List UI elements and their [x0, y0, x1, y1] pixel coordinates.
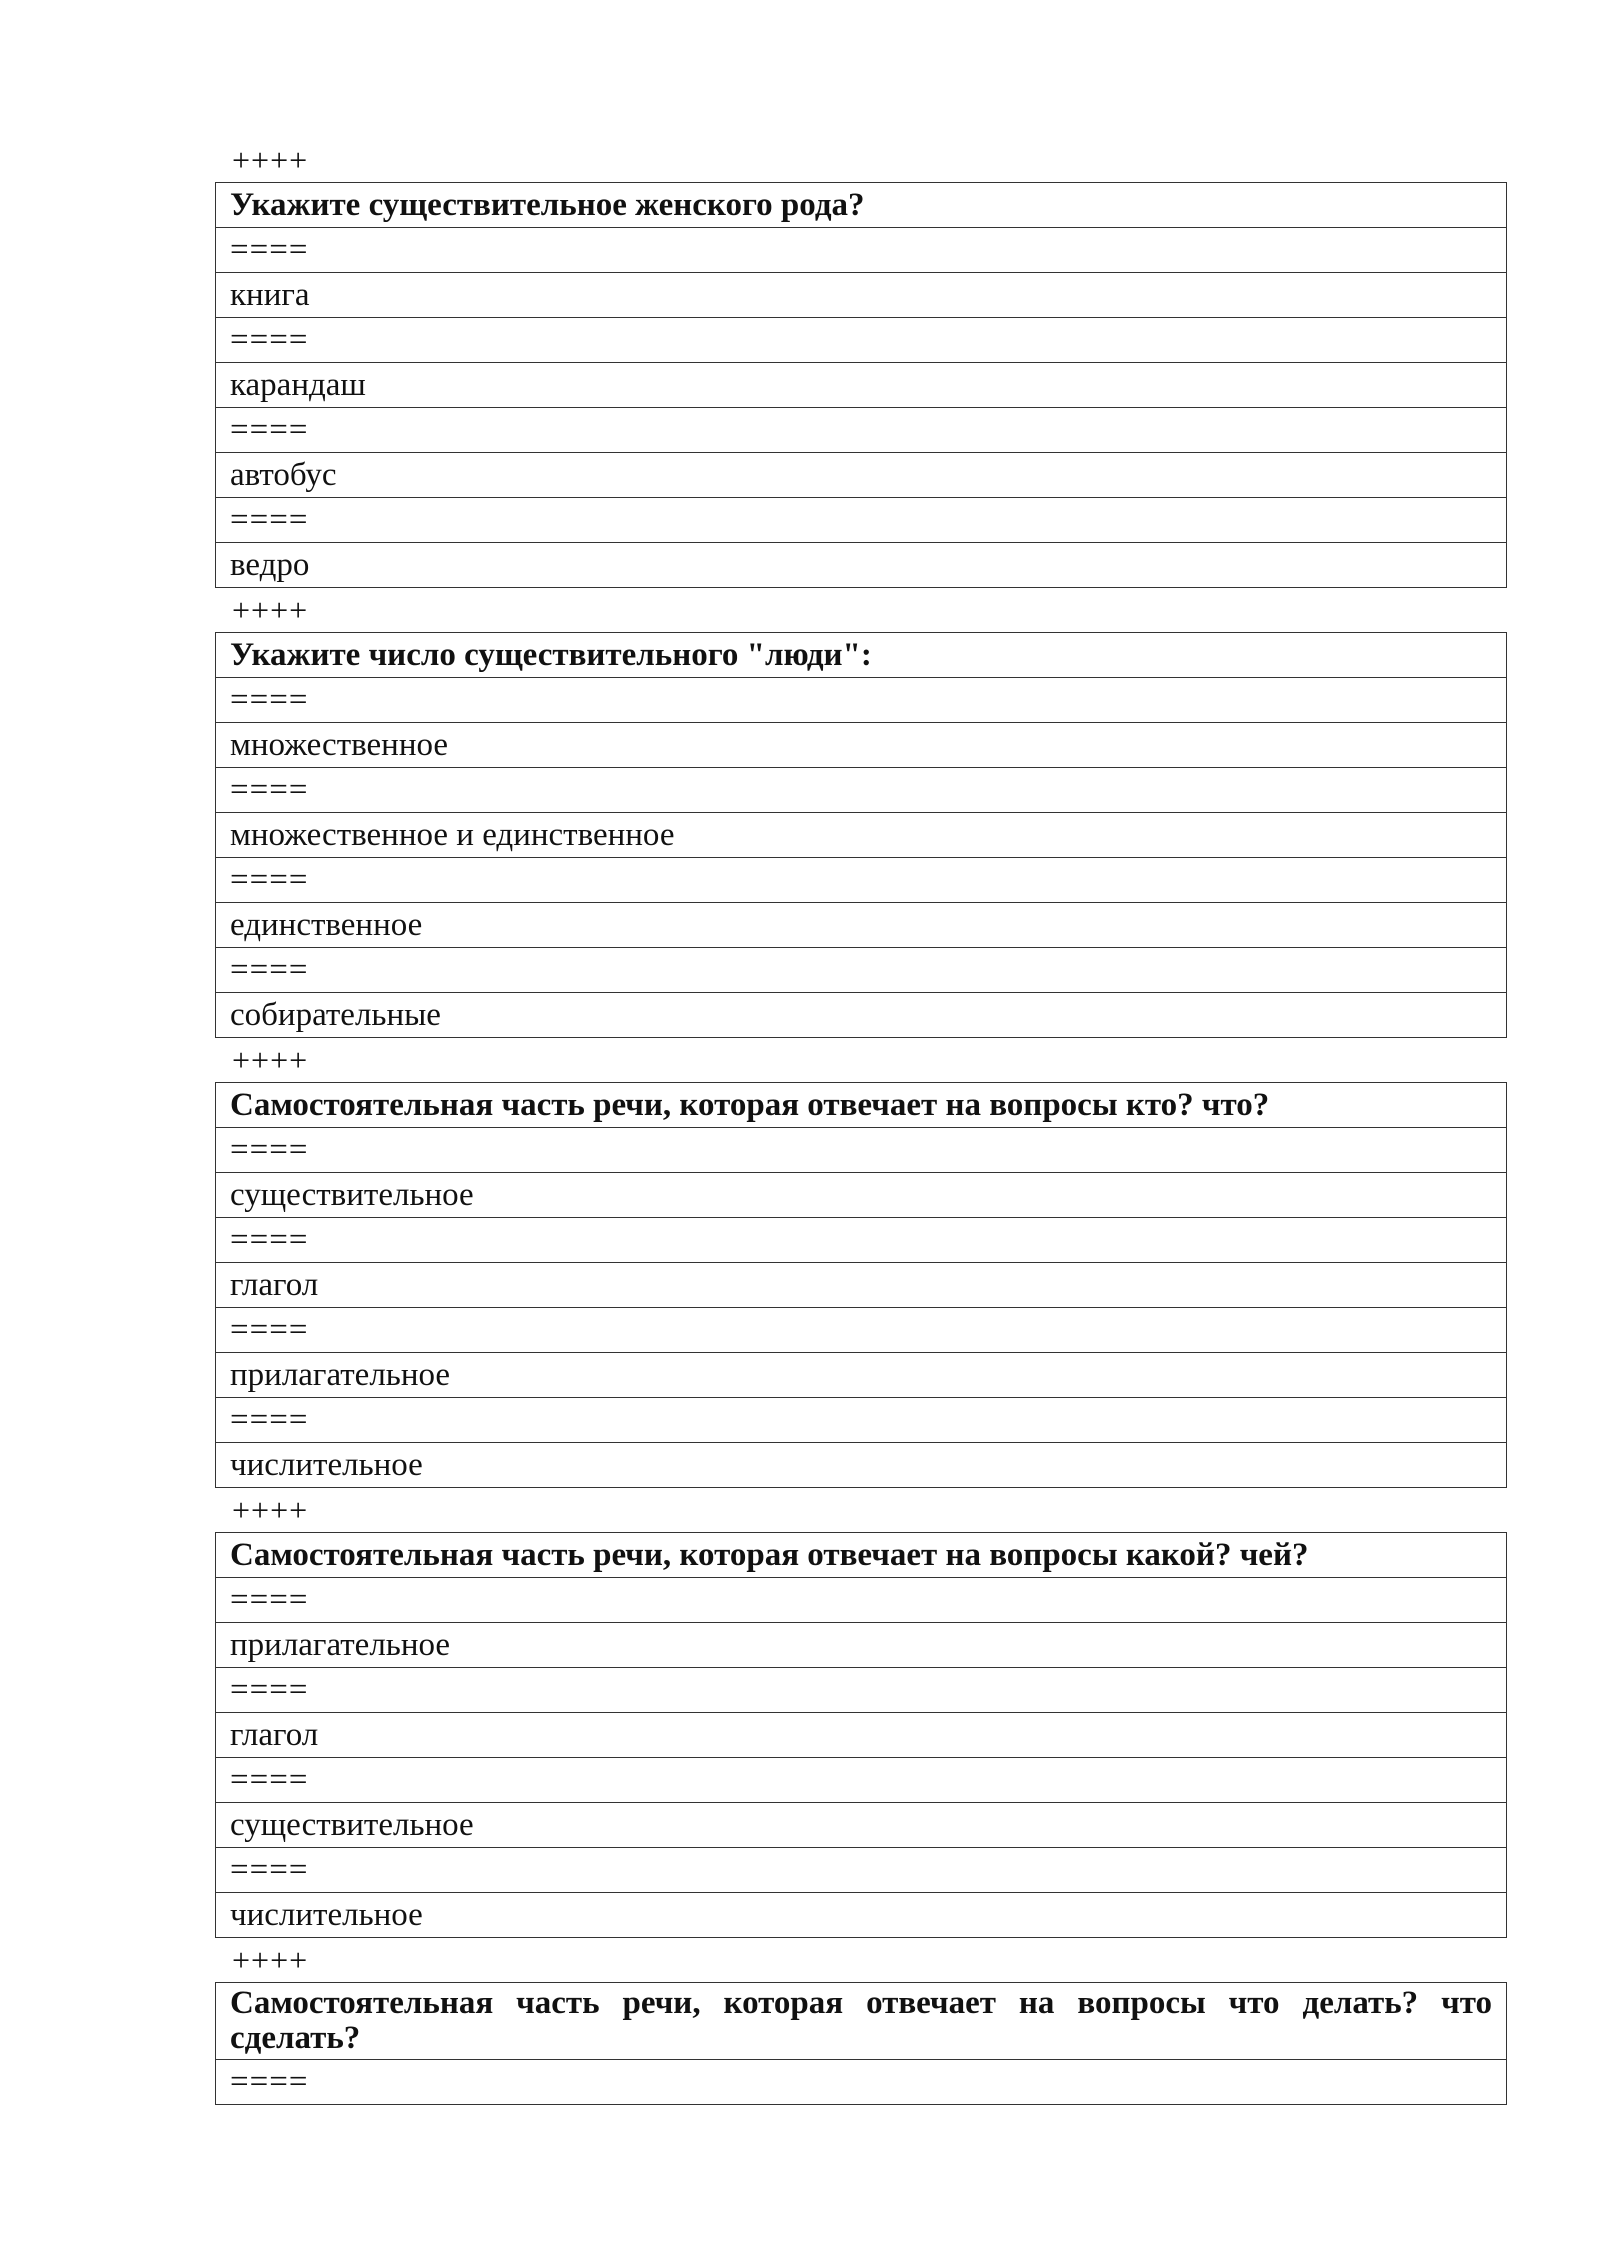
- answer-option: прилагательное: [216, 1353, 1507, 1398]
- answer-divider: ====: [216, 228, 1507, 273]
- answer-divider: ====: [216, 1218, 1507, 1263]
- answer-divider: ====: [216, 1398, 1507, 1443]
- test-question-block: [215, 1038, 1507, 1488]
- answer-divider: ====: [216, 1578, 1507, 1623]
- answer-divider: ====: [216, 1668, 1507, 1713]
- question-separator: ++++: [232, 1042, 309, 1078]
- question-separator: ++++: [232, 1492, 309, 1528]
- question-table: [215, 1532, 1507, 1938]
- answer-option: глагол: [216, 1263, 1507, 1308]
- answer-divider: ====: [216, 858, 1507, 903]
- question-separator: ++++: [232, 592, 309, 628]
- question-text: Самостоятельная часть речи, которая отвечает на вопросы кто? что?: [216, 1083, 1507, 1128]
- answer-option: единственное: [216, 903, 1507, 948]
- question-separator: ++++: [232, 142, 309, 178]
- question-text: Укажите число существительного "люди":: [216, 633, 1507, 678]
- answer-divider: ====: [216, 768, 1507, 813]
- answer-divider: ====: [216, 498, 1507, 543]
- answer-option: существительное: [216, 1803, 1507, 1848]
- answer-divider: ====: [216, 1758, 1507, 1803]
- answer-divider: ====: [216, 1848, 1507, 1893]
- answer-divider: ====: [216, 678, 1507, 723]
- question-table: [215, 1082, 1507, 1488]
- question-table: [215, 182, 1507, 588]
- answer-option: карандаш: [216, 363, 1507, 408]
- answer-option: числительное: [216, 1443, 1507, 1488]
- question-table: [215, 1982, 1507, 2105]
- answer-option: существительное: [216, 1173, 1507, 1218]
- question-text: Самостоятельная часть речи, которая отвечает на вопросы что делать? что сделать?: [216, 1983, 1507, 2060]
- document-body: [215, 138, 1507, 2105]
- answer-option: множественное: [216, 723, 1507, 768]
- answer-option: числительное: [216, 1893, 1507, 1938]
- answer-option: ведро: [216, 543, 1507, 588]
- test-question-block: [215, 1938, 1507, 2105]
- answer-option: автобус: [216, 453, 1507, 498]
- test-question-block: [215, 588, 1507, 1038]
- answer-divider: ====: [216, 948, 1507, 993]
- answer-divider: ====: [216, 1308, 1507, 1353]
- answer-option: прилагательное: [216, 1623, 1507, 1668]
- answer-divider: ====: [216, 408, 1507, 453]
- answer-divider: ====: [216, 1128, 1507, 1173]
- test-question-block: [215, 1488, 1507, 1938]
- test-question-block: [215, 138, 1507, 588]
- answer-option: множественное и единственное: [216, 813, 1507, 858]
- answer-option: книга: [216, 273, 1507, 318]
- question-table: [215, 632, 1507, 1038]
- answer-option: глагол: [216, 1713, 1507, 1758]
- answer-divider: ====: [216, 2060, 1507, 2105]
- question-text: Укажите существительное женского рода?: [216, 183, 1507, 228]
- question-separator: ++++: [232, 1942, 309, 1978]
- answer-option: собирательные: [216, 993, 1507, 1038]
- question-text: Самостоятельная часть речи, которая отвечает на вопросы какой? чей?: [216, 1533, 1507, 1578]
- answer-divider: ====: [216, 318, 1507, 363]
